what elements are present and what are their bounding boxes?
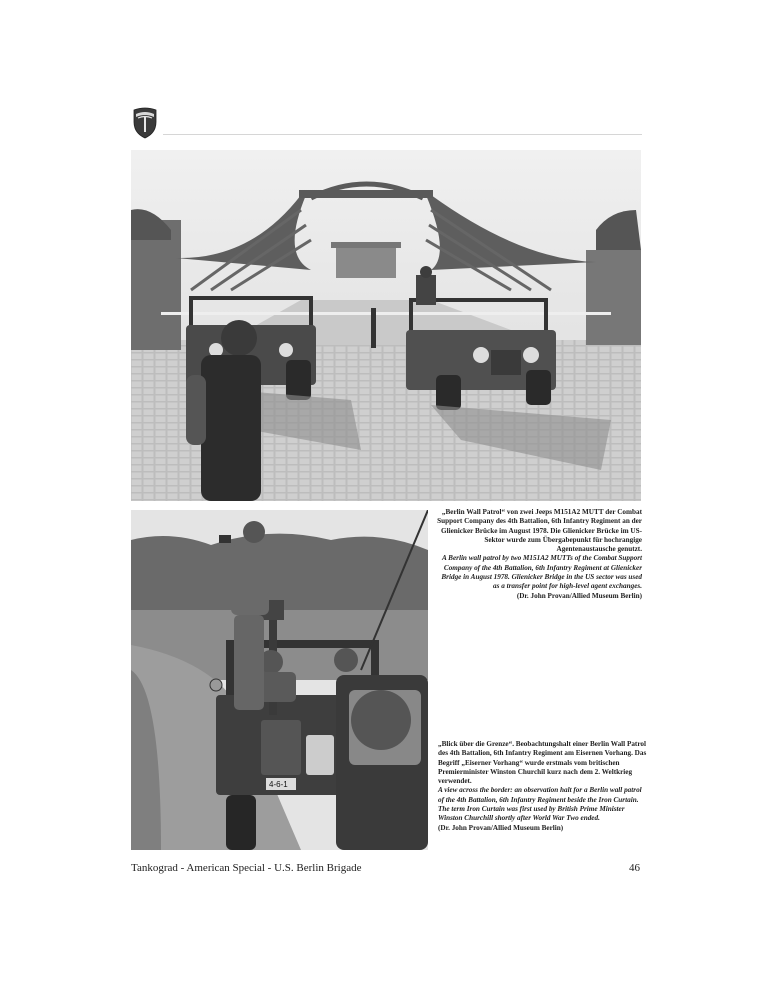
photo-glienicke-bridge bbox=[131, 150, 641, 501]
caption-border-view bbox=[438, 740, 648, 833]
caption-credit: (Dr. John Provan/Allied Museum Berlin) bbox=[438, 823, 564, 832]
caption-german: „Blick über die Grenze“. Beobachtungshalt einer Berlin Wall Patrol des 4th Battalion, 6th Infantry Regiment am Eisernen Vorhang. Das Begriff „Eiserner Vorhang“ wurde erstmals vom britischen Premierminister Winston Churchil kurz nach dem 2. Weltkrieg verwendet. bbox=[438, 740, 647, 786]
caption-bridge-patrol bbox=[434, 508, 642, 601]
footer-book-title: Tankograd - American Special - U.S. Berlin Brigade bbox=[131, 862, 362, 874]
caption-english: A view across the border: an observation halt for a Berlin wall patrol of the 4th Battalion, 6th Infantry Regiment beside the Iron Curtain. The term Iron Curtain was first used by British Prime Minister Winston Churchill shortly after World War Two ended. bbox=[438, 786, 642, 823]
header-rule bbox=[163, 134, 642, 135]
caption-german: „Berlin Wall Patrol“ von zwei Jeeps M151A2 MUTT der Combat Support Company des 4th Battalion, 6th Infantry Regiment an der Glienicker Brücke im August 1978. Die Glienicker Brücke im US-Sektor wurde zum Übergabepunkt für hochrangige Agentenaustausche genutzt. bbox=[437, 508, 642, 554]
berlin-brigade-shield-icon bbox=[132, 107, 158, 139]
caption-credit: (Dr. John Provan/Allied Museum Berlin) bbox=[516, 591, 642, 600]
vehicle-plate: 4-6-1 bbox=[269, 780, 288, 789]
page-number: 46 bbox=[629, 862, 640, 874]
caption-english: A Berlin wall patrol by two M151A2 MUTTs of the Combat Support Company of the 4th Battalion, 6th Infantry Regiment at Glienicker Bridge in August 1978. Glienicker Bridge in the US sector was used as a transfer point for high-level agent exchanges. bbox=[441, 554, 642, 591]
photo-border-observation bbox=[131, 510, 428, 850]
